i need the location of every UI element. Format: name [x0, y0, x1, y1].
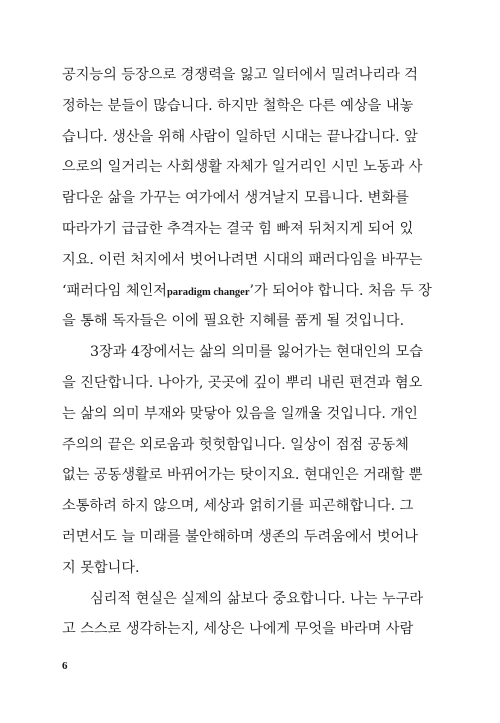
text-segment: [62, 276, 432, 307]
page-number: 6: [62, 660, 68, 672]
text-line: 지요. 이런 처지에서 벗어나려면 시대의 패러다임을 바꾸는: [62, 251, 423, 268]
text-line: [62, 276, 440, 307]
text-line: 을 통해 독자들은 이에 필요한 지혜를 품게 될 것입니다.: [62, 313, 405, 330]
text-line: 을 진단합니다. 나아가, 곳곳에 깊이 뿌리 내린 편견과 혐오: [62, 374, 423, 391]
latin-term: paradigm changer: [166, 286, 250, 298]
text-fragment: ‘패러다임 체인저: [62, 282, 167, 299]
text-line: 지 못합니다.: [62, 559, 140, 576]
text-line: 공지능의 등장으로 경쟁력을 잃고 일터에서 밀려나리라 걱: [62, 67, 418, 83]
text-line: 3장과 4장에서는 삶의 의미를 잃어가는 현대인의 모습: [90, 344, 423, 361]
text-line: 습니다. 생산을 위해 사람이 일하던 시대는 끝나갑니다. 앞: [62, 128, 418, 145]
text-line: 러면서도 늘 미래를 불안해하며 생존의 두려움에서 벗어나: [62, 528, 418, 545]
text-line: 주의의 끝은 외로움과 헛헛함입니다. 일상이 점점 공동체: [62, 436, 409, 453]
text-line: 심리적 현실은 실제의 삶보다 중요합니다. 나는 누구라: [90, 590, 424, 607]
text-line: 고 스스로 생각하는지, 세상은 나에게 무엇을 바라며 사람: [62, 621, 414, 638]
text-line: 으로의 일거리는 사회생활 자체가 일거리인 시민 노동과 사: [62, 159, 423, 176]
text-line: 는 삶의 의미 부재와 맞닿아 있음을 일깨울 것입니다. 개인: [62, 405, 418, 422]
body-text: [62, 60, 440, 645]
text-fragment: ’가 되어야 합니다. 처음 두 장: [249, 282, 432, 299]
text-line: 따라가기 급급한 추격자는 결국 힘 빠져 뒤처지게 되어 있: [62, 220, 414, 237]
text-line: 소통하려 하지 않으며, 세상과 얽히기를 피곤해합니다. 그: [62, 498, 414, 515]
text-line: 정하는 분들이 많습니다. 하지만 철학은 다른 예상을 내놓: [62, 97, 414, 114]
text-line: 람다운 삶을 가꾸는 여가에서 생겨날지 모릅니다. 변화를: [62, 190, 409, 207]
text-line: 없는 공동생활로 바뀌어가는 탓이지요. 현대인은 거래할 뿐: [62, 467, 423, 484]
